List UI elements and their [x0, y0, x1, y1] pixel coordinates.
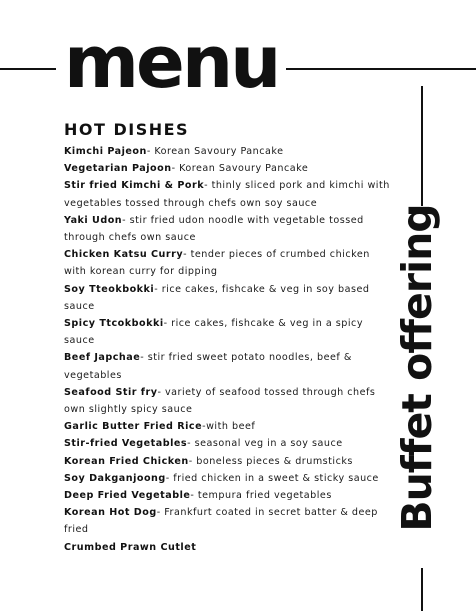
menu-item: [64, 453, 390, 470]
menu-item: [64, 177, 390, 211]
menu-item-name: Seafood Stir fry: [64, 386, 158, 398]
menu-item: [64, 160, 390, 177]
menu-item: [64, 418, 390, 435]
buffet-offering-label: Buffet offering: [393, 204, 441, 532]
menu-item-desc: - tender pieces of crumbed chicken with korean curry for dipping: [64, 249, 370, 278]
menu-item-name: Spicy Ttcokbokki: [64, 318, 164, 330]
menu-item-name: Vegetarian Pajoon: [64, 163, 172, 175]
menu-item-desc: -with beef: [202, 421, 256, 433]
menu-item-desc: - seasonal veg in a soy sauce: [187, 438, 343, 450]
menu-item: [64, 539, 390, 556]
menu-item-desc: - stir fried sweet potato noodles, beef & vegetables: [64, 352, 352, 381]
menu-item: [64, 143, 390, 160]
menu-item: [64, 315, 390, 349]
menu-item-name: Beef Japchae: [64, 352, 141, 364]
menu-item: [64, 470, 390, 487]
menu-item: [64, 504, 390, 538]
divider-right: [286, 68, 476, 70]
menu-item: [64, 349, 390, 383]
menu-item-name: Yaki Udon: [64, 214, 123, 226]
menu-item-name: Stir fried Kimchi & Pork: [64, 180, 205, 192]
menu-item-name: Deep Fried Vegetable: [64, 490, 191, 502]
menu-item-name: Crumbed Prawn Cutlet: [64, 541, 197, 553]
section-heading: HOT DISHES: [64, 120, 190, 139]
menu-item-name: Korean Hot Dog: [64, 507, 157, 519]
menu-item-name: Garlic Butter Fried Rice: [64, 421, 203, 433]
menu-item: [64, 246, 390, 280]
menu-item-name: Chicken Katsu Curry: [64, 249, 184, 261]
menu-item: [64, 281, 390, 315]
menu-item-name: Soy Tteokbokki: [64, 283, 155, 295]
menu-item-desc: - stir fried udon noodle with vegetable tossed through chefs own sauce: [64, 214, 364, 244]
menu-item: [64, 384, 390, 418]
menu-item-name: Stir-fried Vegetables: [64, 438, 188, 450]
menu-item-name: Soy Dakganjoong: [64, 472, 166, 484]
menu-list: [64, 143, 390, 556]
divider-vertical-bottom: [421, 568, 423, 611]
menu-item-name: Kimchi Pajeon: [64, 146, 147, 157]
menu-item-desc: - rice cakes, fishcake & veg in a spicy sauce: [64, 318, 363, 347]
menu-item: [64, 487, 390, 504]
menu-item-desc: - thinly sliced pork and kimchi with vegetables tossed through chefs own soy sauce: [64, 180, 390, 209]
menu-item-desc: - Frankfurt coated in secret batter & deep fried: [64, 507, 378, 536]
menu-item: [64, 435, 390, 452]
page-title: menu: [64, 20, 279, 104]
menu-item-desc: - Korean Savoury Pancake: [146, 146, 284, 157]
menu-item-name: Korean Fried Chicken: [64, 455, 189, 467]
divider-left: [0, 68, 56, 70]
menu-item-desc: - boneless pieces & drumsticks: [188, 455, 353, 467]
menu-item-desc: - fried chicken in a sweet & sticky sauce: [165, 472, 379, 484]
menu-item-desc: - variety of seafood tossed through chefs own slightly spicy sauce: [64, 386, 376, 416]
menu-item-desc: - rice cakes, fishcake & veg in soy based sauce: [64, 283, 370, 312]
menu-item-desc: - tempura fried vegetables: [190, 490, 332, 502]
menu-item-desc: - Korean Savoury Pancake: [171, 163, 309, 175]
menu-item: [64, 212, 390, 246]
